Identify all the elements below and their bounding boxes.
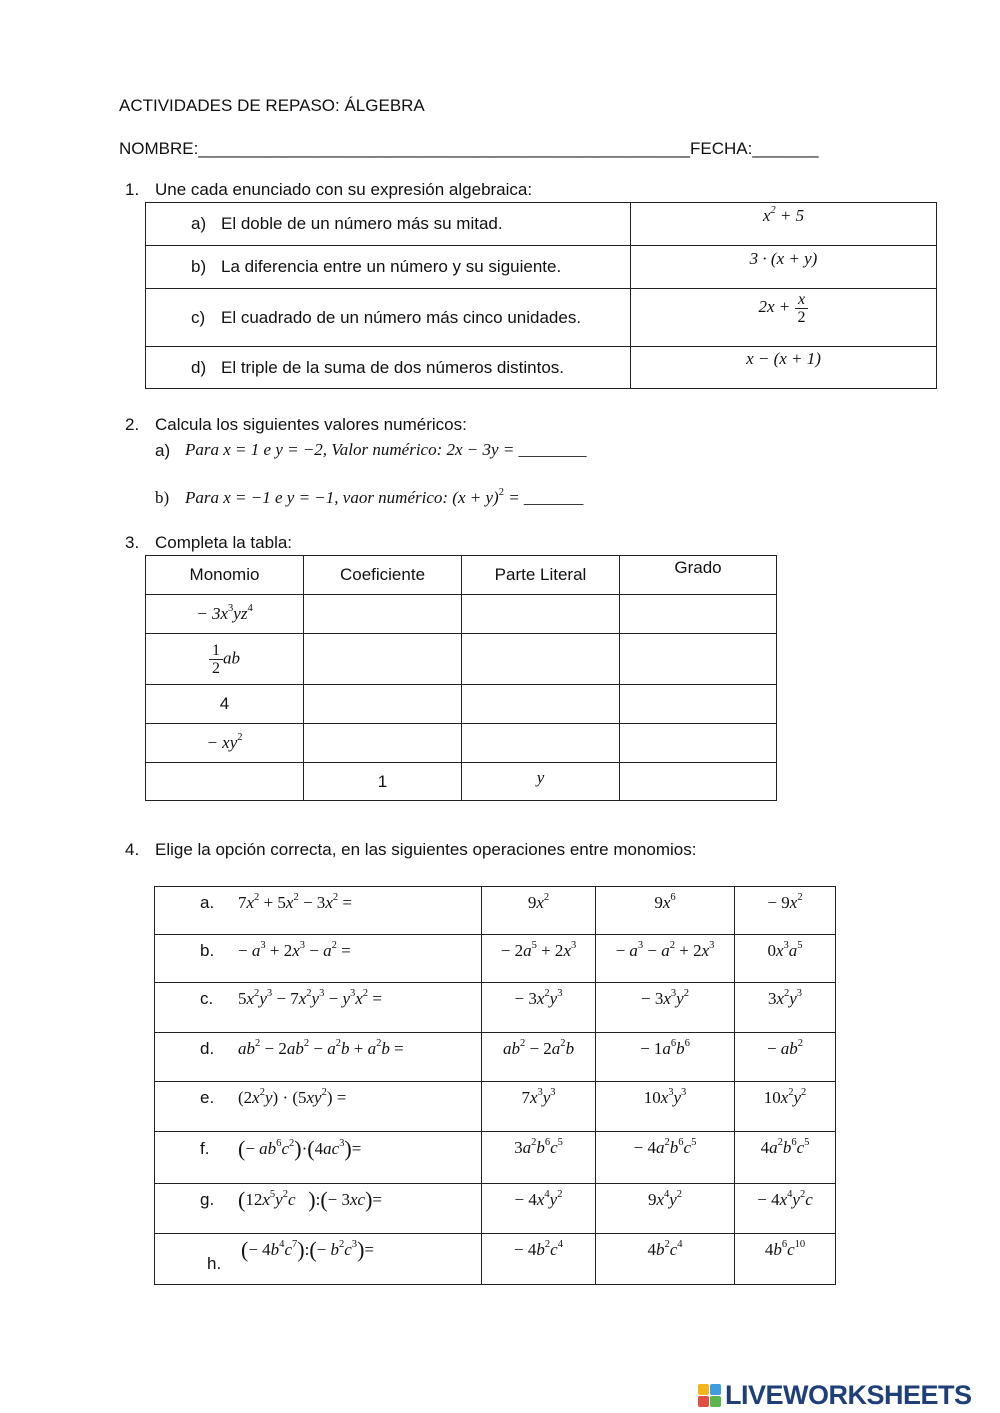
q1-statement: El cuadrado de un número más cinco unidades. [221,307,582,327]
q1-prompt: Une cada enunciado con su expresión algebraica: [155,180,533,199]
q3-row [146,724,777,763]
q4-operation: $5x^2y^3 - 7x^2y^3 - y^3x^2$ = [238,988,382,1008]
q3-header-cell: Grado [620,556,777,595]
q4-option[interactable]: − $3x^2y^3$ [482,983,596,1033]
q4-option[interactable]: − $9x^2$ [735,887,836,935]
q4-letter: b. [200,941,215,960]
q2b-expression: Para x = −1 e y = −1, vaor numérico: $(x + y)^2$ = _______ [185,487,584,507]
q4-letter: h. [207,1254,222,1273]
q3-answer-cell[interactable] [620,763,777,801]
q2-prompt: Calcula los siguientes valores numéricos: [155,415,467,434]
q3-answer-cell[interactable] [620,685,777,724]
q2-number: 2. [125,415,140,434]
q1-expression-b: 3 · (x + y) [749,249,818,268]
q4-option[interactable]: − $ab^2$ [735,1033,836,1082]
q3-coefficient-cell: 1 [304,763,462,801]
q3-literal-cell: y [462,763,620,801]
q4-option[interactable]: $ab^2 - 2a^2b$ [482,1033,596,1082]
q1-letter: b) [191,257,207,276]
q3-number: 3. [125,533,140,552]
q4-row [155,935,836,983]
q2b-letter: b) [155,488,170,507]
q4-letter: c. [200,989,214,1008]
q3-header-cell: Monomio [146,556,304,595]
q3-monomial-cell: $\frac{1}{2}$ ab [146,634,304,685]
q4-prompt: Elige la opción correcta, en las siguientes operaciones entre monomios: [155,840,697,859]
q4-operation-cell [155,1184,482,1234]
q4-option[interactable]: $4b^6c^{10}$ [735,1234,836,1285]
q4-letter: a. [200,893,215,912]
q3-header-cell: Coeficiente [304,556,462,595]
logo-tile [698,1396,709,1407]
q4-operation-cell [155,935,482,983]
q1-table [145,202,937,389]
q3-header-row [146,556,777,595]
q4-option[interactable]: − $1a^6b^6$ [596,1033,735,1082]
q3-answer-cell[interactable] [620,595,777,634]
q1-statement-cell [146,347,631,389]
q1-expression-c: 2x + $\frac{x}{2}$ [758,297,808,316]
q2a-letter: a) [155,441,171,460]
q1-letter: d) [191,357,207,377]
q4-option[interactable]: $4b^2c^4$ [596,1234,735,1285]
q4-letter: g. [200,1190,215,1209]
q4-option[interactable]: $4a^2b^6c^5$ [735,1132,836,1184]
q1-expression-cell [631,347,937,389]
q4-operation: ($12x^5y^2c$ ):(− 3xc)= [238,1187,382,1212]
q1-statement: La diferencia entre un número y su siguiente. [221,257,562,276]
q3-row [146,634,777,685]
q3-table [145,555,777,801]
logo-tiles-icon [698,1384,721,1407]
q4-number: 4. [125,840,140,859]
q3-answer-cell[interactable] [304,634,462,685]
q4-option[interactable]: − $a^3 - a^2 + 2x^3$ [596,935,735,983]
q3-monomial-cell: − $3x^3yz^4$ [146,595,304,634]
q2a-expression: Para x = 1 e y = −2, Valor numérico: 2x − 3y = ________ [185,440,587,459]
q4-option[interactable]: $7x^3y^3$ [482,1082,596,1132]
q1-statement: El triple de la suma de dos números distintos. [221,357,565,377]
q4-operation-cell [155,1132,482,1184]
q3-monomial-cell: 4 [146,685,304,724]
q4-option[interactable]: − $4x^4y^2$ [482,1184,596,1234]
q4-letter: d. [200,1039,215,1058]
q1-expression-cell [631,289,937,347]
q4-operation: (− $4b^4c^7):(- b^2c^3)=$ [241,1237,374,1262]
q3-answer-cell[interactable] [462,595,620,634]
q4-row [155,1234,836,1285]
q4-letter: e. [200,1088,215,1107]
q4-row [155,887,836,935]
q4-option[interactable]: $9x^6$ [596,887,735,935]
q4-operation-cell [155,1033,482,1082]
q4-row [155,1184,836,1234]
q1-letter: c) [191,307,206,327]
q1-expression-cell [631,246,937,289]
q4-letter: f. [200,1139,210,1158]
name-date-line: NOMBRE:____________________________________________________FECHA:_______ [119,139,819,158]
q4-operation: $(2x^2y) \cdot (5xy^2)$ = [238,1087,347,1107]
q4-option[interactable]: $3x^2y^3$ [735,983,836,1033]
q3-answer-cell[interactable] [304,595,462,634]
q4-operation-cell [155,887,482,935]
page-title: ACTIVIDADES DE REPASO: ÁLGEBRA [119,96,425,115]
q1-row [146,203,937,246]
logo-tile [710,1396,721,1407]
q1-row [146,289,937,347]
logo-tile [710,1384,721,1395]
q1-row [146,246,937,289]
q4-option[interactable]: $0x^3a^5$ [735,935,836,983]
q3-answer-cell[interactable] [462,685,620,724]
q4-row [155,1082,836,1132]
q3-row [146,685,777,724]
q3-answer-cell[interactable] [620,724,777,763]
q4-option[interactable]: $10x^3y^3$ [596,1082,735,1132]
q3-row [146,595,777,634]
q1-expression-a: $x^2 + 5$ [762,205,805,225]
q3-answer-cell[interactable] [304,724,462,763]
q1-expression-d: x − (x + 1) [746,349,821,368]
q3-header-cell: Parte Literal [462,556,620,595]
q4-row [155,1033,836,1082]
q4-row [155,983,836,1033]
q4-option[interactable]: − $2a^5 + 2x^3$ [482,935,596,983]
q1-statement: El doble de un número más su mitad. [221,214,503,233]
q4-operation-cell [155,983,482,1033]
q3-answer-cell[interactable] [620,634,777,685]
q3-answer-cell[interactable] [146,763,304,801]
q4-option[interactable]: $10x^2y^2$ [735,1082,836,1132]
q4-operation: $ab^2 - 2ab^2 - a^2b + a^2b$ = [238,1038,404,1058]
q3-answer-cell[interactable] [462,724,620,763]
logo-tile [698,1384,709,1395]
q4-option[interactable]: $3a^2b^6c^5$ [482,1132,596,1184]
q1-statement-cell [146,246,631,289]
q4-option[interactable]: $9x^4y^2$ [596,1184,735,1234]
q4-table [154,886,836,1285]
q4-option[interactable]: − $4a^2b^6c^5$ [596,1132,735,1184]
q4-row [155,1132,836,1184]
q4-operation: $7x^2 + 5x^2 - 3x^2$ = [238,892,352,912]
q1-number: 1. [125,180,140,199]
logo-text: LIVEWORKSHEETS [725,1380,972,1410]
q4-operation-cell [155,1234,482,1285]
q3-answer-cell[interactable] [462,634,620,685]
q3-row [146,763,777,801]
q4-option[interactable]: − $3x^3y^2$ [596,983,735,1033]
q4-option[interactable]: $9x^2$ [482,887,596,935]
q1-statement-cell [146,289,631,347]
q3-prompt: Completa la tabla: [155,533,293,552]
q1-expression-cell [631,203,937,246]
q4-operation: (− $ab^6c^2)\cdot(4ac^3)=$ [238,1136,362,1161]
liveworksheets-logo [698,1380,972,1411]
q3-answer-cell[interactable] [304,685,462,724]
q1-row [146,347,937,389]
q4-operation: − $a^3 + 2x^3 - a^2$ = [238,940,351,960]
q4-option[interactable]: − $4b^2c^4$ [482,1234,596,1285]
q1-statement-cell [146,203,631,246]
q4-option[interactable]: − $4x^4y^2c$ [735,1184,836,1234]
q4-operation-cell [155,1082,482,1132]
q3-monomial-cell: − $xy^2$ [146,724,304,763]
q1-letter: a) [191,214,207,233]
